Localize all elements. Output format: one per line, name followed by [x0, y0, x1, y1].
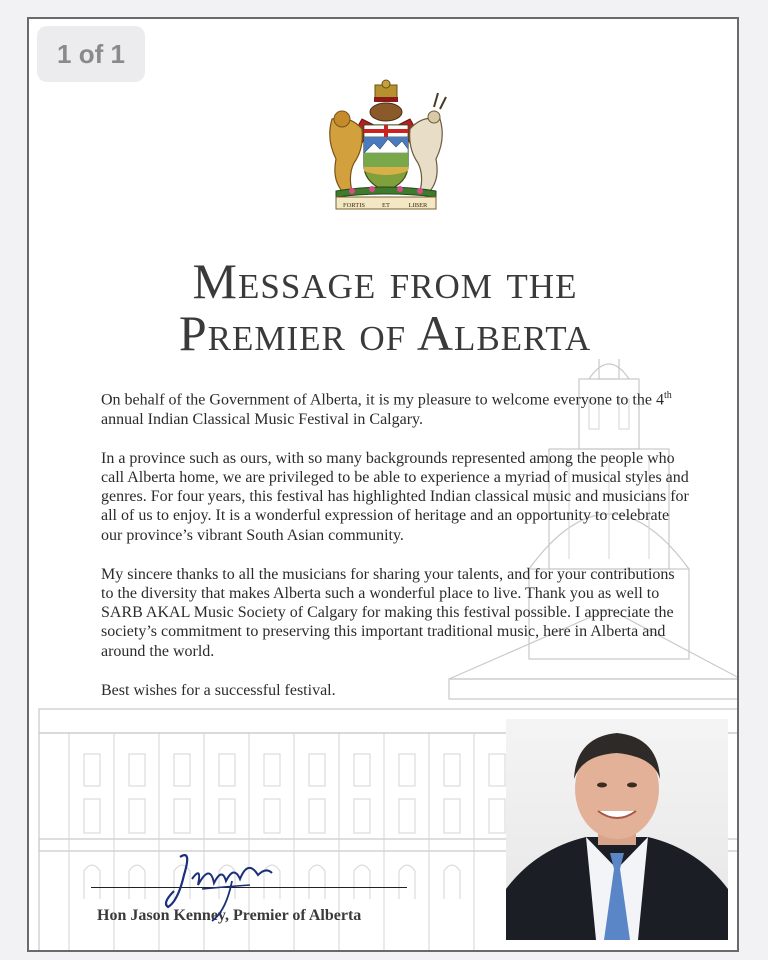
- paragraph-3: My sincere thanks to all the musicians for sharing your talents, and for your contributions to the diversity that makes Alberta such a wonderful place to live. Thank you as well to SARB AKAL Music Society of Calgary for making this festival possible. I appreciate the society’s commitment to preserving this important traditional music, here in Alberta and around the world.: [101, 565, 675, 660]
- document-title: [29, 255, 739, 359]
- svg-text:ET: ET: [382, 202, 390, 209]
- paragraph-2: In a province such as ours, with so many backgrounds represented among the people who call Alberta home, we are privileged to be able to experience a myriad of musical styles and genres. For four years, this festival has highlighted Indian classical music and musicians for all of us to enjoy. It is a wonderful expression of heritage and an opportunity to celebrate our province’s vibrant South Asian community.: [101, 449, 689, 544]
- pronghorn-supporter-icon: [410, 93, 446, 191]
- alberta-coat-of-arms: [322, 79, 450, 214]
- paragraph-1: On behalf of the Government of Alberta, it is my pleasure to welcome everyone to the 4th annual Indian Classical Music Festival in Calgary.: [101, 390, 672, 428]
- crown-icon: [374, 80, 398, 102]
- lion-supporter-icon: [330, 111, 363, 191]
- shield-icon: [364, 125, 408, 191]
- paragraph-4: Best wishes for a successful festival.: [101, 681, 336, 699]
- svg-text:LIBER: LIBER: [408, 202, 428, 209]
- document-page: [27, 17, 739, 952]
- message-body: [101, 386, 691, 720]
- signature-caption: Hon Jason Kenney, Premier of Alberta: [97, 907, 362, 924]
- page-indicator: 1 of 1: [37, 26, 145, 82]
- handwritten-signature: [162, 845, 282, 925]
- premier-portrait-photo: [506, 719, 728, 940]
- title-line-1: Message from the: [192, 253, 578, 309]
- svg-text:FORTIS: FORTIS: [342, 202, 366, 209]
- title-line-2: Premier of Alberta: [178, 305, 592, 361]
